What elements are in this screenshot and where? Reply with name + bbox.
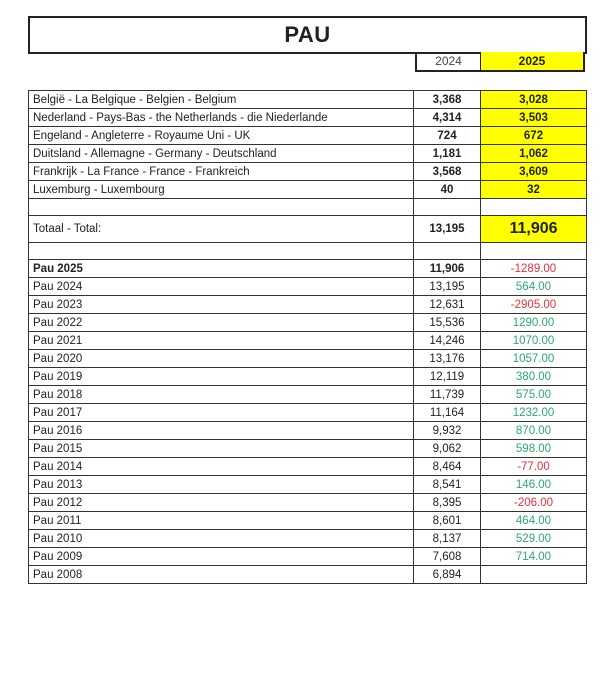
history-value: 7,608 <box>414 548 481 566</box>
history-value: 9,062 <box>414 440 481 458</box>
history-row <box>29 296 587 314</box>
history-label: Pau 2024 <box>29 278 414 296</box>
history-value: 11,164 <box>414 404 481 422</box>
history-difference: 146.00 <box>481 476 587 494</box>
history-value: 12,631 <box>414 296 481 314</box>
history-row <box>29 494 587 512</box>
country-name: Engeland - Angleterre - Royaume Uni - UK <box>29 127 414 145</box>
value-2025: 3,028 <box>481 91 587 109</box>
history-row <box>29 314 587 332</box>
value-2025: 3,503 <box>481 109 587 127</box>
history-label: Pau 2013 <box>29 476 414 494</box>
page-title: PAU <box>28 16 587 54</box>
history-difference: 714.00 <box>481 548 587 566</box>
history-difference <box>481 566 587 584</box>
column-header-2024: 2024 <box>415 52 482 72</box>
history-label: Pau 2010 <box>29 530 414 548</box>
history-difference: 1070.00 <box>481 332 587 350</box>
history-row <box>29 548 587 566</box>
history-difference: 870.00 <box>481 422 587 440</box>
history-difference: 1057.00 <box>481 350 587 368</box>
history-difference: -2905.00 <box>481 296 587 314</box>
history-value: 11,906 <box>414 260 481 278</box>
history-label: Pau 2023 <box>29 296 414 314</box>
history-label: Pau 2020 <box>29 350 414 368</box>
total-2024: 13,195 <box>414 216 481 243</box>
country-row <box>29 91 587 109</box>
history-label: Pau 2009 <box>29 548 414 566</box>
country-name: Frankrijk - La France - France - Frankreich <box>29 163 414 181</box>
value-2024: 3,568 <box>414 163 481 181</box>
history-row <box>29 332 587 350</box>
history-difference: -77.00 <box>481 458 587 476</box>
history-label: Pau 2019 <box>29 368 414 386</box>
value-2025: 1,062 <box>481 145 587 163</box>
country-name: Nederland - Pays-Bas - the Netherlands - die Niederlande <box>29 109 414 127</box>
history-label: Pau 2021 <box>29 332 414 350</box>
history-row <box>29 350 587 368</box>
history-difference: -1289.00 <box>481 260 587 278</box>
history-row <box>29 512 587 530</box>
history-row <box>29 440 587 458</box>
history-row <box>29 386 587 404</box>
history-label: Pau 2015 <box>29 440 414 458</box>
history-value: 9,932 <box>414 422 481 440</box>
country-row <box>29 127 587 145</box>
history-difference: 575.00 <box>481 386 587 404</box>
history-difference: 464.00 <box>481 512 587 530</box>
total-label: Totaal - Total: <box>29 216 414 243</box>
history-value: 8,395 <box>414 494 481 512</box>
history-row <box>29 278 587 296</box>
history-difference: -206.00 <box>481 494 587 512</box>
country-row <box>29 163 587 181</box>
country-row <box>29 109 587 127</box>
history-label: Pau 2018 <box>29 386 414 404</box>
history-label: Pau 2012 <box>29 494 414 512</box>
history-row <box>29 530 587 548</box>
history-row <box>29 566 587 584</box>
history-value: 12,119 <box>414 368 481 386</box>
country-name: België - La Belgique - Belgien - Belgium <box>29 91 414 109</box>
history-row <box>29 404 587 422</box>
column-header-2025: 2025 <box>480 52 585 72</box>
history-value: 8,464 <box>414 458 481 476</box>
history-value: 15,536 <box>414 314 481 332</box>
history-label: Pau 2014 <box>29 458 414 476</box>
value-2024: 724 <box>414 127 481 145</box>
history-label: Pau 2025 <box>29 260 414 278</box>
history-value: 8,137 <box>414 530 481 548</box>
history-label: Pau 2016 <box>29 422 414 440</box>
spacer-row <box>29 243 587 260</box>
country-name: Luxemburg - Luxembourg <box>29 181 414 199</box>
history-value: 6,894 <box>414 566 481 584</box>
value-2025: 3,609 <box>481 163 587 181</box>
country-row <box>29 181 587 199</box>
total-row <box>29 216 587 243</box>
history-difference: 598.00 <box>481 440 587 458</box>
history-row <box>29 458 587 476</box>
history-value: 14,246 <box>414 332 481 350</box>
history-difference: 529.00 <box>481 530 587 548</box>
history-label: Pau 2022 <box>29 314 414 332</box>
history-value: 11,739 <box>414 386 481 404</box>
history-difference: 380.00 <box>481 368 587 386</box>
value-2024: 4,314 <box>414 109 481 127</box>
history-difference: 1232.00 <box>481 404 587 422</box>
value-2024: 1,181 <box>414 145 481 163</box>
total-2025: 11,906 <box>481 216 587 243</box>
history-row <box>29 368 587 386</box>
value-2024: 40 <box>414 181 481 199</box>
history-row <box>29 422 587 440</box>
history-row <box>29 260 587 278</box>
history-value: 13,176 <box>414 350 481 368</box>
history-value: 8,601 <box>414 512 481 530</box>
country-name: Duitsland - Allemagne - Germany - Deutschland <box>29 145 414 163</box>
history-value: 13,195 <box>414 278 481 296</box>
history-row <box>29 476 587 494</box>
value-2025: 672 <box>481 127 587 145</box>
history-label: Pau 2008 <box>29 566 414 584</box>
spacer-row <box>29 199 587 216</box>
country-row <box>29 145 587 163</box>
history-difference: 1290.00 <box>481 314 587 332</box>
history-label: Pau 2017 <box>29 404 414 422</box>
history-difference: 564.00 <box>481 278 587 296</box>
value-2025: 32 <box>481 181 587 199</box>
pau-table <box>28 90 587 584</box>
value-2024: 3,368 <box>414 91 481 109</box>
history-value: 8,541 <box>414 476 481 494</box>
history-label: Pau 2011 <box>29 512 414 530</box>
